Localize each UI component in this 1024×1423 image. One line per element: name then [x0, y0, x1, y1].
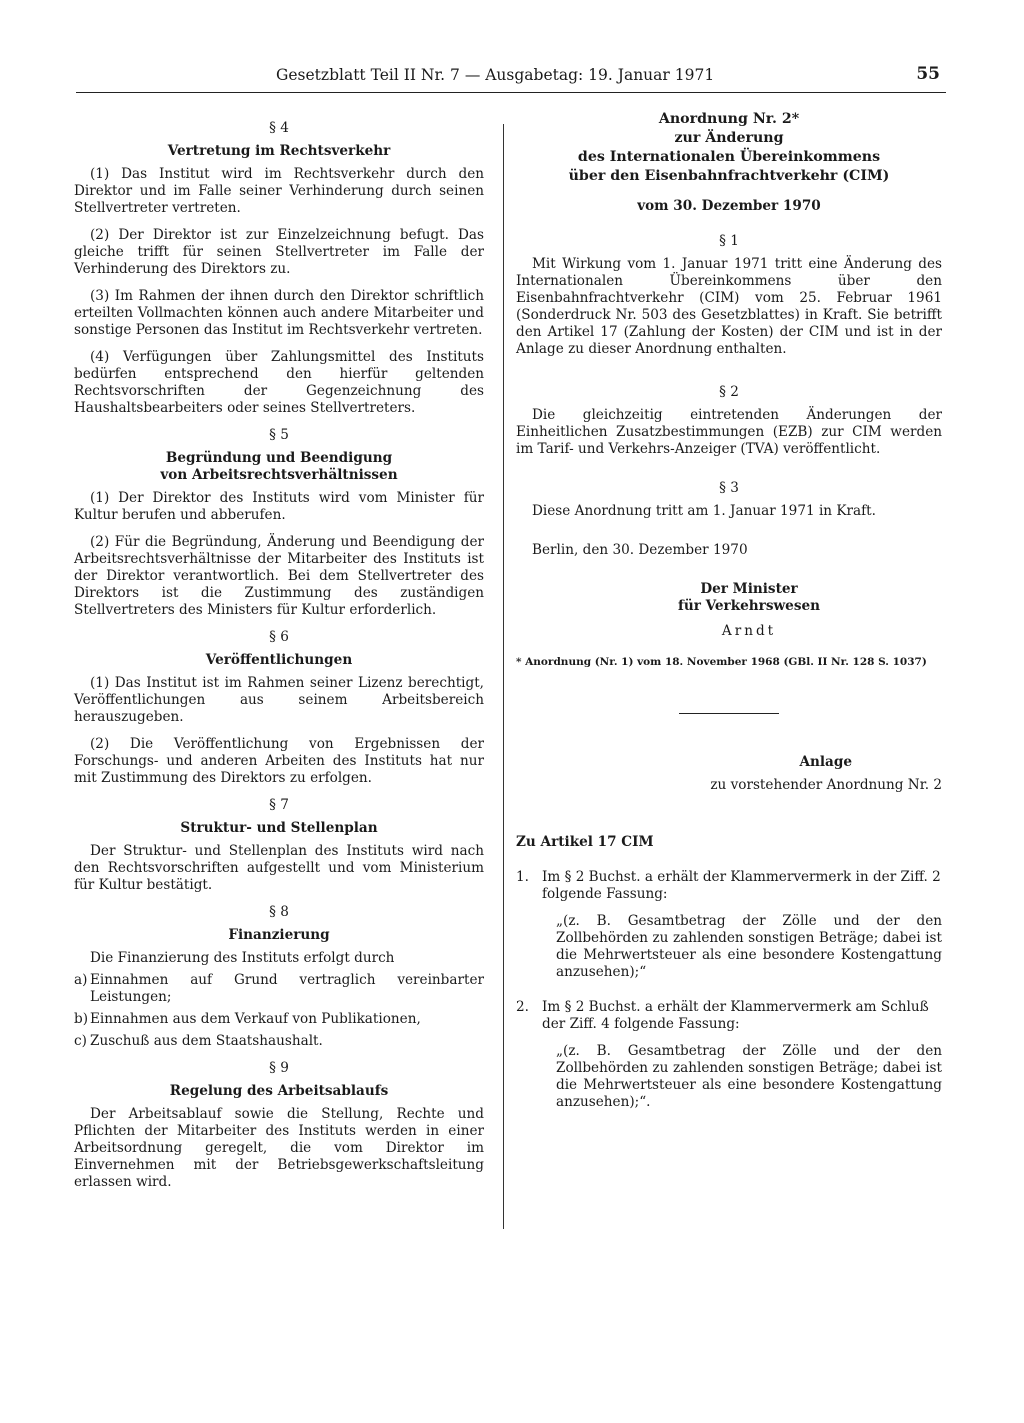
column-divider [503, 124, 504, 1229]
section-sign: § 2 [719, 384, 739, 400]
section-sign: § 1 [719, 233, 739, 249]
order-date: vom 30. Dezember 1970 [637, 198, 821, 214]
item-number: 2. [516, 999, 529, 1015]
list-item [74, 1033, 484, 1050]
order-title-line: über den Eisenbahnfrachtverkehr (CIM) [568, 168, 890, 184]
item-text: Im § 2 Buchst. a erhält der Klammervermerk am Schluß der Ziff. 4 folgende Fassung: [542, 999, 929, 1032]
paragraph: Die gleichzeitig eintretenden Änderungen der Einheitlichen Zusatzbestimmungen (EZB) zur CIM werden im Tarif- und Verkehrs-Anzeiger (TVA) veröffentlicht. [516, 407, 942, 457]
page-number: 55 [916, 64, 940, 84]
paragraph: (2) Für die Begründung, Änderung und Beendigung der Arbeitsrechtsverhältnisse der Mitarbeiter des Instituts ist der Direktor verantwortlich. Bei dem Stellvertreter des Direktors ist die Zustimmung des zuständigen Stellvertreters des Ministers für Kultur erforderlich. [74, 534, 484, 618]
order-title-line: des Internationalen Übereinkommens [577, 149, 881, 165]
paragraph: (3) Im Rahmen der ihnen durch den Direktor schriftlich erteilten Vollmachten können auch andere Mitarbeiter und sonstige Personen das Institut im Rechtsverkehr vertreten. [74, 288, 484, 338]
section-sign: § 9 [269, 1060, 289, 1076]
section-title: Veröffentlichungen [205, 652, 353, 668]
paragraph: Die Finanzierung des Instituts erfolgt durch [90, 950, 395, 966]
page-header [76, 66, 946, 93]
item-number: 1. [516, 869, 529, 885]
order-title [516, 110, 942, 186]
paragraph: (1) Der Direktor des Instituts wird vom Minister für Kultur berufen und abberufen. [74, 490, 484, 523]
right-column [516, 110, 942, 1129]
annex-item [516, 869, 942, 981]
list-text: Einnahmen auf Grund vertraglich vereinbarter Leistungen; [90, 972, 484, 1005]
section-sign: § 7 [269, 797, 289, 813]
list-marker: c) [74, 1033, 87, 1049]
signature-title: für Verkehrswesen [677, 598, 821, 614]
section-sign: § 4 [269, 120, 289, 136]
annex-title: Anlage [799, 754, 852, 770]
list-item [74, 1011, 484, 1028]
item-quote: „(z. B. Gesamtbetrag der Zölle und der den Zollbehörden zu zahlenden sonstigen Beträge; dabei ist die Mehrwertsteuer als eine besondere Kostengattung anzusehen);“ [556, 913, 942, 980]
place-date: Berlin, den 30. Dezember 1970 [532, 542, 748, 558]
section-sign: § 3 [719, 480, 739, 496]
paragraph: Der Arbeitsablauf sowie die Stellung, Rechte und Pflichten der Mitarbeiter des Instituts werden in einer Arbeitsordnung geregelt, die vom Direktor im Einvernehmen mit der Betriebsgewerkschaftsleitung erlassen wird. [74, 1106, 484, 1190]
article-heading: Zu Artikel 17 CIM [516, 834, 654, 850]
left-column [74, 110, 484, 1201]
paragraph: (1) Das Institut ist im Rahmen seiner Lizenz berechtigt, Veröffentlichungen aus seinem Arbeitsbereich herauszugeben. [74, 675, 484, 725]
section-title: Struktur- und Stellenplan [180, 820, 378, 836]
financing-list [74, 972, 484, 1050]
signature-title: Der Minister [700, 581, 798, 597]
list-text: Zuschuß aus dem Staatshaushalt. [90, 1033, 323, 1049]
item-text: Im § 2 Buchst. a erhält der Klammervermerk in der Ziff. 2 folgende Fassung: [542, 869, 941, 902]
section-title: Vertretung im Rechtsverkehr [167, 143, 391, 159]
list-marker: a) [74, 972, 88, 988]
list-marker: b) [74, 1011, 89, 1027]
list-item [74, 972, 484, 1006]
gazette-title: Gesetzblatt Teil II Nr. 7 — Ausgabetag: 19. Januar 1971 [276, 66, 715, 84]
footnote: * Anordnung (Nr. 1) vom 18. November 1968 (GBl. II Nr. 128 S. 1037) [516, 656, 927, 668]
section-title: Begründung und Beendigung [165, 450, 393, 466]
paragraph: Mit Wirkung vom 1. Januar 1971 tritt eine Änderung des Internationalen Übereinkommens über den Eisenbahnfrachtverkehr (CIM) vom 25. Februar 1961 (Sonderdruck Nr. 503 des Gesetzblattes) in Kraft. Sie betrifft den Artikel 17 (Zahlung der Kosten) der CIM und ist in der Anlage zu dieser Anordnung enthalten. [516, 256, 942, 357]
section-sign: § 8 [269, 904, 289, 920]
annex-item [516, 999, 942, 1111]
separator-rule [679, 713, 779, 714]
list-text: Einnahmen aus dem Verkauf von Publikationen, [90, 1011, 421, 1027]
paragraph: (2) Der Direktor ist zur Einzelzeichnung befugt. Das gleiche trifft für seinen Stellvertreter im Falle der Verhinderung des Direktors zu. [74, 227, 484, 277]
paragraph: Der Struktur- und Stellenplan des Instituts wird nach den Rechtsvorschriften aufgestellt und vom Ministerium für Kultur bestätigt. [74, 843, 484, 893]
paragraph: (2) Die Veröffentlichung von Ergebnissen der Forschungs- und anderen Arbeiten des Instituts hat nur mit Zustimmung des Direktors zu erfolgen. [74, 736, 484, 786]
paragraph: Diese Anordnung tritt am 1. Januar 1971 in Kraft. [532, 503, 876, 519]
annex-subtitle: zu vorstehender Anordnung Nr. 2 [710, 777, 942, 793]
section-sign: § 6 [269, 629, 289, 645]
section-title: von Arbeitsrechtsverhältnissen [160, 467, 398, 483]
paragraph: (4) Verfügungen über Zahlungsmittel des Instituts bedürfen entsprechend den hierfür geltenden Rechtsvorschriften der Gegenzeichnung des Haushaltsbearbeiters oder seines Stellvertreters. [74, 349, 484, 416]
section-title: Regelung des Arbeitsablaufs [169, 1083, 389, 1099]
order-title-line: zur Änderung [674, 130, 784, 146]
item-quote: „(z. B. Gesamtbetrag der Zölle und der den Zollbehörden zu zahlenden sonstigen Beträge; dabei ist die Mehrwertsteuer als eine besondere Kostengattung anzusehen);“. [556, 1043, 942, 1110]
section-title: Finanzierung [228, 927, 330, 943]
order-title-line: Anordnung Nr. 2* [658, 111, 800, 127]
paragraph: (1) Das Institut wird im Rechtsverkehr durch den Direktor und im Falle seiner Verhinderung durch seinen Stellvertreter vertreten. [74, 166, 484, 216]
signature-name: Arndt [721, 623, 777, 639]
section-sign: § 5 [269, 427, 289, 443]
